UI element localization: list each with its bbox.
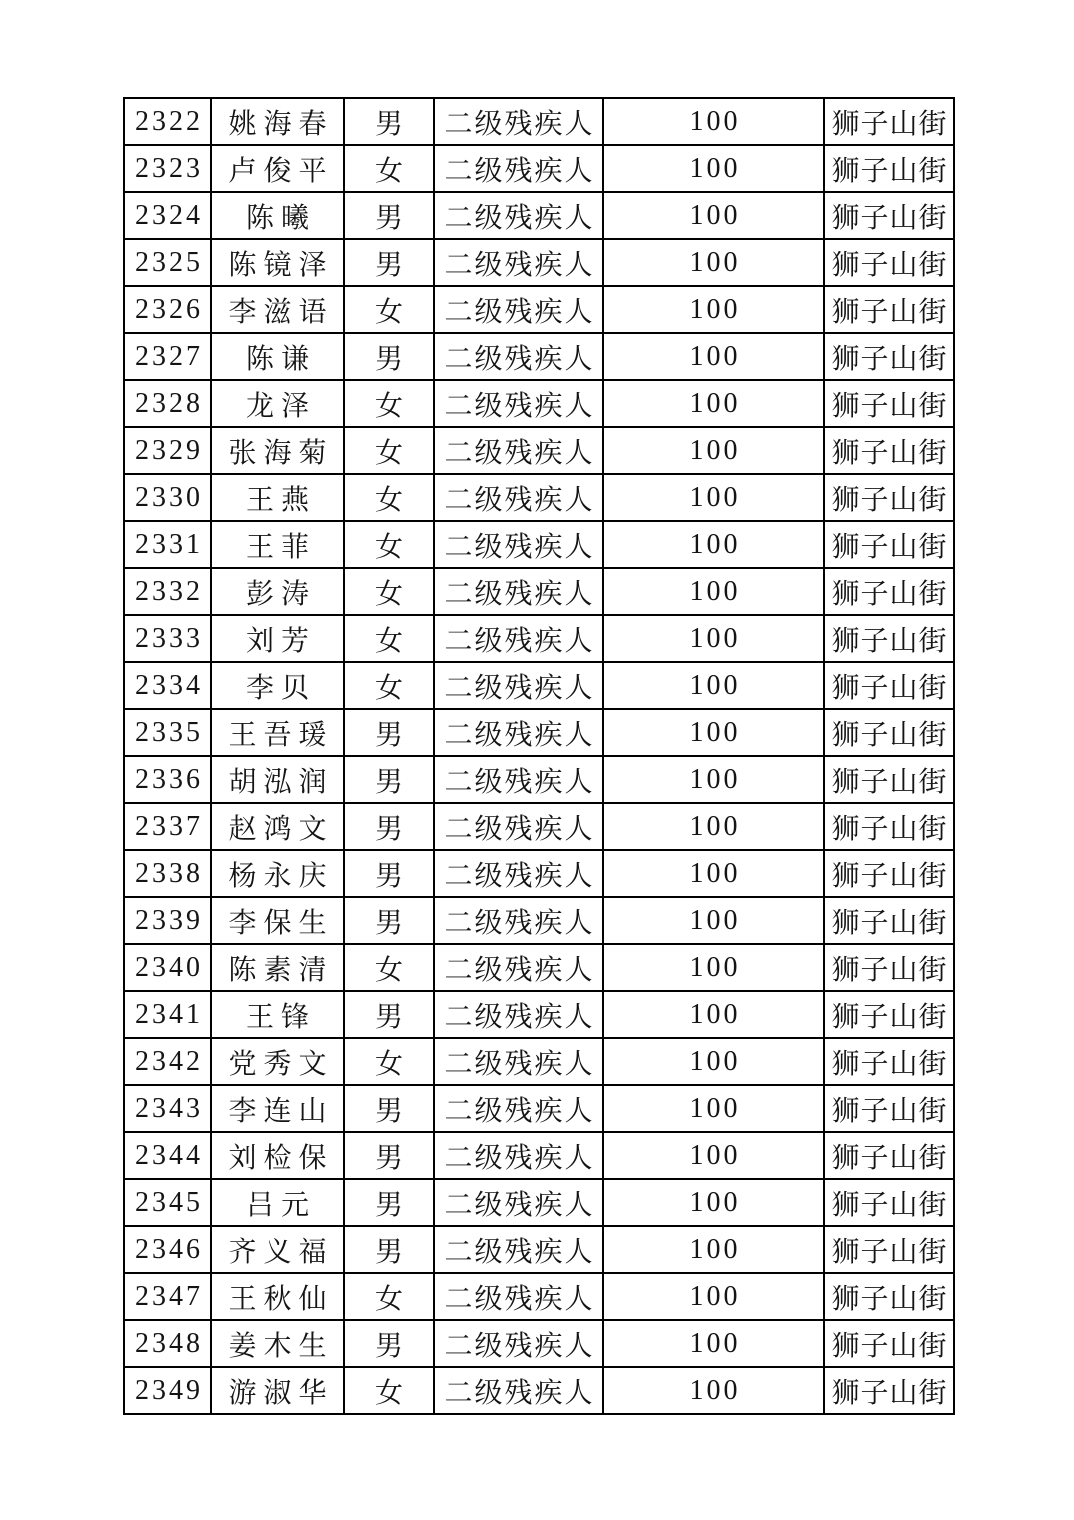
amount-cell: 100: [603, 568, 824, 615]
name-cell: 李连山: [211, 1085, 344, 1132]
table-row: [124, 286, 954, 333]
gender-cell: 女: [344, 474, 434, 521]
serial-number-cell: 2324: [124, 192, 211, 239]
amount-cell: 100: [603, 1320, 824, 1367]
street-cell: 狮子山街: [824, 380, 954, 427]
table-row: [124, 850, 954, 897]
name-cell: 彭涛: [211, 568, 344, 615]
amount-cell: 100: [603, 427, 824, 474]
category-cell: 二级残疾人: [434, 850, 603, 897]
category-cell: 二级残疾人: [434, 1179, 603, 1226]
street-cell: 狮子山街: [824, 98, 954, 145]
category-cell: 二级残疾人: [434, 380, 603, 427]
gender-cell: 男: [344, 1320, 434, 1367]
category-cell: 二级残疾人: [434, 1226, 603, 1273]
table-row: [124, 803, 954, 850]
category-cell: 二级残疾人: [434, 991, 603, 1038]
street-cell: 狮子山街: [824, 756, 954, 803]
name-cell: 王燕: [211, 474, 344, 521]
subsidy-list-table: [123, 97, 955, 1415]
table-row: [124, 991, 954, 1038]
amount-cell: 100: [603, 944, 824, 991]
street-cell: 狮子山街: [824, 991, 954, 1038]
table-row: [124, 1179, 954, 1226]
gender-cell: 男: [344, 756, 434, 803]
serial-number-cell: 2343: [124, 1085, 211, 1132]
name-cell: 李保生: [211, 897, 344, 944]
amount-cell: 100: [603, 897, 824, 944]
street-cell: 狮子山街: [824, 286, 954, 333]
table-row: [124, 145, 954, 192]
gender-cell: 男: [344, 1085, 434, 1132]
category-cell: 二级残疾人: [434, 98, 603, 145]
street-cell: 狮子山街: [824, 1132, 954, 1179]
serial-number-cell: 2348: [124, 1320, 211, 1367]
serial-number-cell: 2335: [124, 709, 211, 756]
serial-number-cell: 2346: [124, 1226, 211, 1273]
name-cell: 陈曦: [211, 192, 344, 239]
amount-cell: 100: [603, 380, 824, 427]
table-row: [124, 756, 954, 803]
street-cell: 狮子山街: [824, 662, 954, 709]
name-cell: 吕元: [211, 1179, 344, 1226]
category-cell: 二级残疾人: [434, 145, 603, 192]
name-cell: 陈镜泽: [211, 239, 344, 286]
serial-number-cell: 2336: [124, 756, 211, 803]
category-cell: 二级残疾人: [434, 474, 603, 521]
street-cell: 狮子山街: [824, 1038, 954, 1085]
name-cell: 王秋仙: [211, 1273, 344, 1320]
amount-cell: 100: [603, 1179, 824, 1226]
table-row: [124, 1367, 954, 1414]
category-cell: 二级残疾人: [434, 286, 603, 333]
gender-cell: 男: [344, 991, 434, 1038]
category-cell: 二级残疾人: [434, 1320, 603, 1367]
table-row: [124, 239, 954, 286]
name-cell: 胡泓润: [211, 756, 344, 803]
serial-number-cell: 2344: [124, 1132, 211, 1179]
name-cell: 王吾瑗: [211, 709, 344, 756]
gender-cell: 女: [344, 1273, 434, 1320]
serial-number-cell: 2323: [124, 145, 211, 192]
street-cell: 狮子山街: [824, 1320, 954, 1367]
gender-cell: 女: [344, 568, 434, 615]
gender-cell: 男: [344, 1179, 434, 1226]
table-row: [124, 380, 954, 427]
street-cell: 狮子山街: [824, 897, 954, 944]
amount-cell: 100: [603, 286, 824, 333]
gender-cell: 女: [344, 662, 434, 709]
amount-cell: 100: [603, 521, 824, 568]
serial-number-cell: 2345: [124, 1179, 211, 1226]
amount-cell: 100: [603, 1038, 824, 1085]
serial-number-cell: 2329: [124, 427, 211, 474]
name-cell: 陈谦: [211, 333, 344, 380]
amount-cell: 100: [603, 1273, 824, 1320]
gender-cell: 男: [344, 1226, 434, 1273]
serial-number-cell: 2326: [124, 286, 211, 333]
gender-cell: 女: [344, 1038, 434, 1085]
category-cell: 二级残疾人: [434, 239, 603, 286]
serial-number-cell: 2327: [124, 333, 211, 380]
name-cell: 齐义福: [211, 1226, 344, 1273]
serial-number-cell: 2347: [124, 1273, 211, 1320]
gender-cell: 女: [344, 944, 434, 991]
gender-cell: 男: [344, 897, 434, 944]
table-row: [124, 1038, 954, 1085]
gender-cell: 女: [344, 286, 434, 333]
category-cell: 二级残疾人: [434, 568, 603, 615]
name-cell: 龙泽: [211, 380, 344, 427]
table-row: [124, 474, 954, 521]
serial-number-cell: 2325: [124, 239, 211, 286]
table-row: [124, 1085, 954, 1132]
serial-number-cell: 2328: [124, 380, 211, 427]
street-cell: 狮子山街: [824, 474, 954, 521]
table-row: [124, 1132, 954, 1179]
category-cell: 二级残疾人: [434, 615, 603, 662]
table-row: [124, 98, 954, 145]
amount-cell: 100: [603, 1367, 824, 1414]
street-cell: 狮子山街: [824, 427, 954, 474]
table-row: [124, 333, 954, 380]
amount-cell: 100: [603, 1085, 824, 1132]
name-cell: 卢俊平: [211, 145, 344, 192]
category-cell: 二级残疾人: [434, 427, 603, 474]
serial-number-cell: 2330: [124, 474, 211, 521]
street-cell: 狮子山街: [824, 1367, 954, 1414]
street-cell: 狮子山街: [824, 1085, 954, 1132]
amount-cell: 100: [603, 239, 824, 286]
category-cell: 二级残疾人: [434, 521, 603, 568]
table-row: [124, 521, 954, 568]
gender-cell: 男: [344, 709, 434, 756]
street-cell: 狮子山街: [824, 709, 954, 756]
street-cell: 狮子山街: [824, 850, 954, 897]
category-cell: 二级残疾人: [434, 662, 603, 709]
amount-cell: 100: [603, 662, 824, 709]
gender-cell: 女: [344, 380, 434, 427]
gender-cell: 男: [344, 333, 434, 380]
category-cell: 二级残疾人: [434, 1367, 603, 1414]
name-cell: 李贝: [211, 662, 344, 709]
street-cell: 狮子山街: [824, 145, 954, 192]
table-body: [124, 98, 954, 1414]
serial-number-cell: 2322: [124, 98, 211, 145]
gender-cell: 女: [344, 521, 434, 568]
name-cell: 李滋语: [211, 286, 344, 333]
amount-cell: 100: [603, 98, 824, 145]
amount-cell: 100: [603, 709, 824, 756]
serial-number-cell: 2331: [124, 521, 211, 568]
gender-cell: 女: [344, 145, 434, 192]
name-cell: 姜木生: [211, 1320, 344, 1367]
serial-number-cell: 2342: [124, 1038, 211, 1085]
table-row: [124, 427, 954, 474]
name-cell: 党秀文: [211, 1038, 344, 1085]
category-cell: 二级残疾人: [434, 1038, 603, 1085]
category-cell: 二级残疾人: [434, 1273, 603, 1320]
street-cell: 狮子山街: [824, 1179, 954, 1226]
gender-cell: 男: [344, 98, 434, 145]
category-cell: 二级残疾人: [434, 709, 603, 756]
gender-cell: 男: [344, 1132, 434, 1179]
table-row: [124, 709, 954, 756]
amount-cell: 100: [603, 1226, 824, 1273]
table-row: [124, 897, 954, 944]
table-row: [124, 662, 954, 709]
category-cell: 二级残疾人: [434, 192, 603, 239]
table-row: [124, 615, 954, 662]
name-cell: 姚海春: [211, 98, 344, 145]
name-cell: 陈素清: [211, 944, 344, 991]
gender-cell: 男: [344, 850, 434, 897]
amount-cell: 100: [603, 145, 824, 192]
amount-cell: 100: [603, 333, 824, 380]
table-row: [124, 192, 954, 239]
serial-number-cell: 2333: [124, 615, 211, 662]
name-cell: 赵鸿文: [211, 803, 344, 850]
gender-cell: 男: [344, 803, 434, 850]
serial-number-cell: 2341: [124, 991, 211, 1038]
table-row: [124, 1226, 954, 1273]
amount-cell: 100: [603, 192, 824, 239]
amount-cell: 100: [603, 850, 824, 897]
gender-cell: 女: [344, 427, 434, 474]
serial-number-cell: 2349: [124, 1367, 211, 1414]
gender-cell: 男: [344, 192, 434, 239]
category-cell: 二级残疾人: [434, 1085, 603, 1132]
street-cell: 狮子山街: [824, 521, 954, 568]
name-cell: 杨永庆: [211, 850, 344, 897]
gender-cell: 女: [344, 615, 434, 662]
name-cell: 刘检保: [211, 1132, 344, 1179]
name-cell: 游淑华: [211, 1367, 344, 1414]
amount-cell: 100: [603, 991, 824, 1038]
serial-number-cell: 2340: [124, 944, 211, 991]
street-cell: 狮子山街: [824, 239, 954, 286]
table-row: [124, 944, 954, 991]
name-cell: 张海菊: [211, 427, 344, 474]
gender-cell: 男: [344, 239, 434, 286]
table-row: [124, 568, 954, 615]
street-cell: 狮子山街: [824, 803, 954, 850]
serial-number-cell: 2334: [124, 662, 211, 709]
name-cell: 王锋: [211, 991, 344, 1038]
gender-cell: 女: [344, 1367, 434, 1414]
category-cell: 二级残疾人: [434, 803, 603, 850]
table-row: [124, 1320, 954, 1367]
serial-number-cell: 2338: [124, 850, 211, 897]
category-cell: 二级残疾人: [434, 333, 603, 380]
category-cell: 二级残疾人: [434, 944, 603, 991]
amount-cell: 100: [603, 756, 824, 803]
street-cell: 狮子山街: [824, 192, 954, 239]
street-cell: 狮子山街: [824, 568, 954, 615]
street-cell: 狮子山街: [824, 615, 954, 662]
name-cell: 王菲: [211, 521, 344, 568]
street-cell: 狮子山街: [824, 333, 954, 380]
category-cell: 二级残疾人: [434, 756, 603, 803]
serial-number-cell: 2337: [124, 803, 211, 850]
amount-cell: 100: [603, 803, 824, 850]
table-row: [124, 1273, 954, 1320]
amount-cell: 100: [603, 1132, 824, 1179]
category-cell: 二级残疾人: [434, 897, 603, 944]
amount-cell: 100: [603, 615, 824, 662]
category-cell: 二级残疾人: [434, 1132, 603, 1179]
street-cell: 狮子山街: [824, 1273, 954, 1320]
name-cell: 刘芳: [211, 615, 344, 662]
street-cell: 狮子山街: [824, 1226, 954, 1273]
amount-cell: 100: [603, 474, 824, 521]
street-cell: 狮子山街: [824, 944, 954, 991]
serial-number-cell: 2332: [124, 568, 211, 615]
serial-number-cell: 2339: [124, 897, 211, 944]
